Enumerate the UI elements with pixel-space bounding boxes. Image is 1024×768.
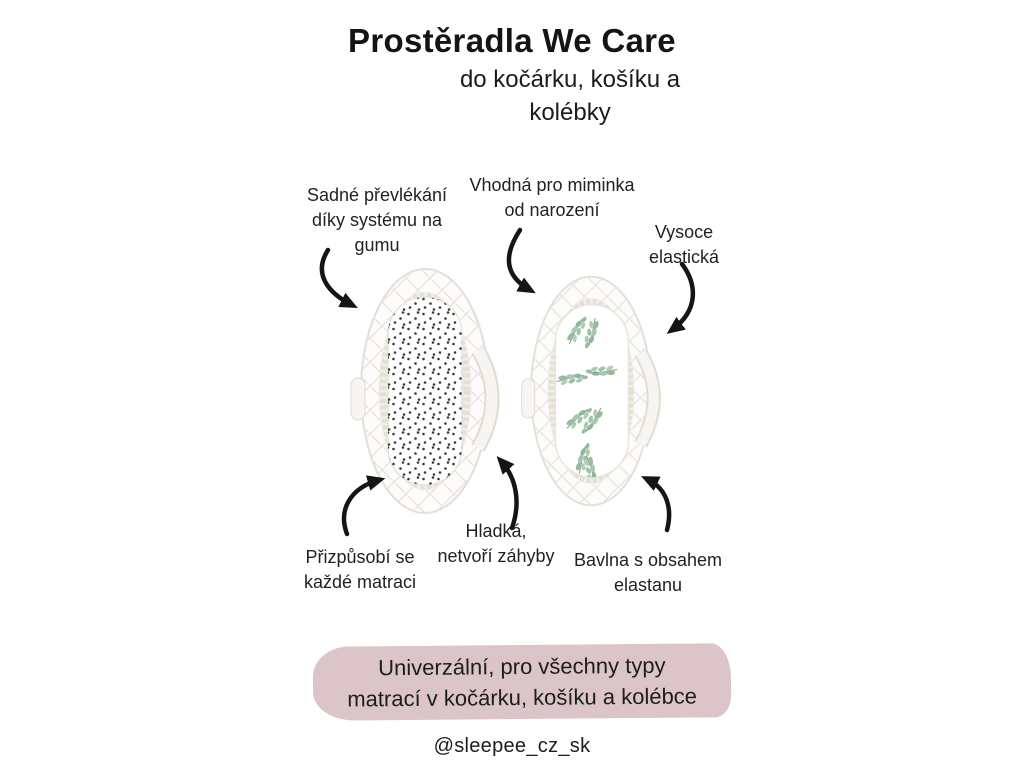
instagram-handle: @sleepee_cz_sk [433,735,591,757]
product-photo-basket-leaf-sheet [517,266,665,516]
callout-line: Sadné převlékání [306,185,448,205]
page-subtitle [425,63,715,129]
universal-fit-banner [313,643,732,721]
arrow-high-elasticity [672,264,693,330]
basket-handle-left [351,378,365,420]
callout-line: Vysoce [654,222,714,242]
fitted-sheet-leaves [555,305,629,488]
callout-line: Hladká, [465,521,527,541]
product-photo-basket-dotted-sheet [346,266,504,516]
banner-line: matrací v kočárku, košíku a kolébce [347,683,698,712]
callout-line: Bavlna s obsahem [573,550,723,570]
page-title: Prostěradla We Care [348,22,676,59]
callout-easy-changing [287,183,467,258]
callout-line: elastanu [613,575,683,595]
callout-line: netvoří záhyby [437,546,555,566]
callout-line: elastická [648,247,720,267]
callout-line: každé matraci [303,572,417,592]
basket-handle-left [522,379,535,418]
callout-cotton-elastane [543,548,753,598]
fitted-sheet-dotted [388,297,462,485]
callout-high-elasticity [609,220,759,270]
callout-line: gumu [354,235,400,255]
subtitle-line: kolébky [529,99,611,126]
callout-line: od narození [504,200,600,220]
callout-suitable-newborn [447,173,657,223]
callout-line: díky systému na [311,210,443,230]
callout-line: Vhodná pro miminka [469,175,635,195]
banner-line: Univerzální, pro všechny typy [378,652,666,681]
callout-line: Přizpůsobí se [305,547,415,567]
subtitle-line: do kočárku, košíku a [459,66,681,93]
